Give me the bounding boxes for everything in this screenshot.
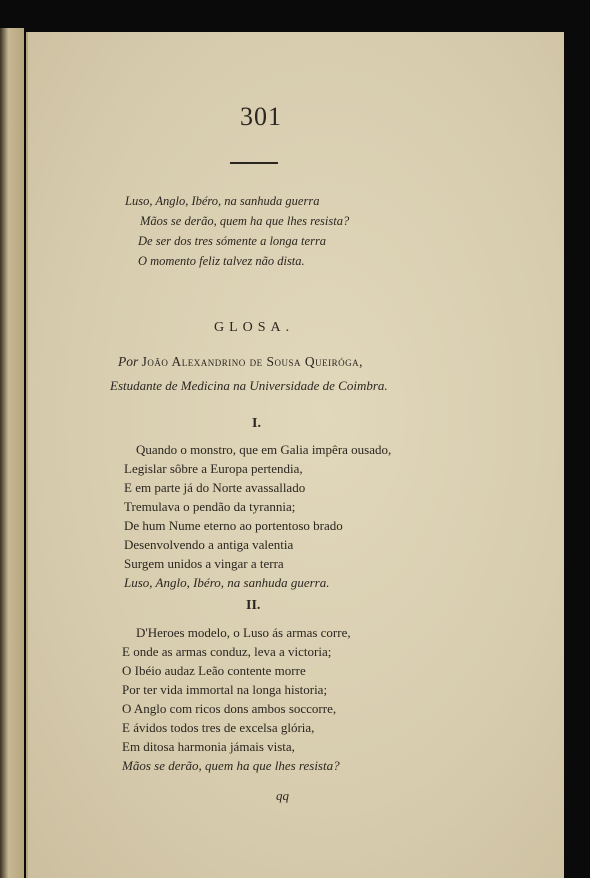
facing-page-edge (0, 28, 24, 878)
stanza-1-line-2: Legislar sôbre a Europa pertendia, (124, 461, 303, 476)
stanza-1-line-3: E em parte já do Norte avassallado (124, 480, 306, 495)
motto-line-1: Luso, Anglo, Ibéro, na sanhuda guerra (125, 194, 320, 208)
motto-line-4: O momento feliz talvez não dista. (138, 254, 305, 268)
section-number-1: I. (252, 416, 261, 431)
author-name: João Alexandrino de Sousa Queiróga, (141, 354, 364, 369)
poem-title: GLOSA. (214, 320, 295, 335)
stanza-2-line-4: Por ter vida immortal na longa historia; (122, 682, 328, 697)
page-number: 301 (240, 102, 282, 131)
stanza-2-line-7: Em ditosa harmonia jámais vista, (122, 739, 295, 754)
book-page (26, 32, 564, 878)
stanza-1-line-6: Desenvolvendo a antiga valentia (124, 537, 294, 552)
printer-signature-mark: qq (276, 788, 289, 803)
motto-line-2: Mãos se derão, quem ha que lhes resista? (140, 214, 350, 228)
author-byline (118, 354, 363, 370)
stanza-1-line-5: De hum Nume eterno ao portentoso brado (124, 518, 343, 533)
title-rule (230, 162, 278, 164)
stanza-2-line-5: O Anglo com ricos dons ambos soccorre, (122, 701, 337, 716)
stanza-2-line-6: E ávidos todos tres de excelsa glória, (122, 720, 315, 735)
stanza-2-line-1: D'Heroes modelo, o Luso ás armas corre, (136, 625, 351, 640)
stanza-2-line-2: E onde as armas conduz, leva a victoria; (122, 644, 332, 659)
stanza-1-line-8: Luso, Anglo, Ibéro, na sanhuda guerra. (124, 575, 330, 590)
byline-prefix: Por (118, 354, 139, 369)
stanza-1-line-4: Tremulava o pendão da tyrannia; (124, 499, 296, 514)
stanza-2-line-8: Mãos se derão, quem ha que lhes resista? (122, 758, 340, 773)
motto-line-3: De ser dos tres sómente a longa terra (138, 234, 327, 248)
stanza-1-line-7: Surgem unidos a vingar a terra (124, 556, 284, 571)
stanza-2-line-3: O Ibéio audaz Leão contente morre (122, 663, 306, 678)
section-number-2: II. (246, 598, 261, 613)
author-affiliation: Estudante de Medicina na Universidade de Coimbra. (110, 378, 388, 393)
stanza-1-line-1: Quando o monstro, que em Galia impêra ousado, (136, 442, 392, 457)
